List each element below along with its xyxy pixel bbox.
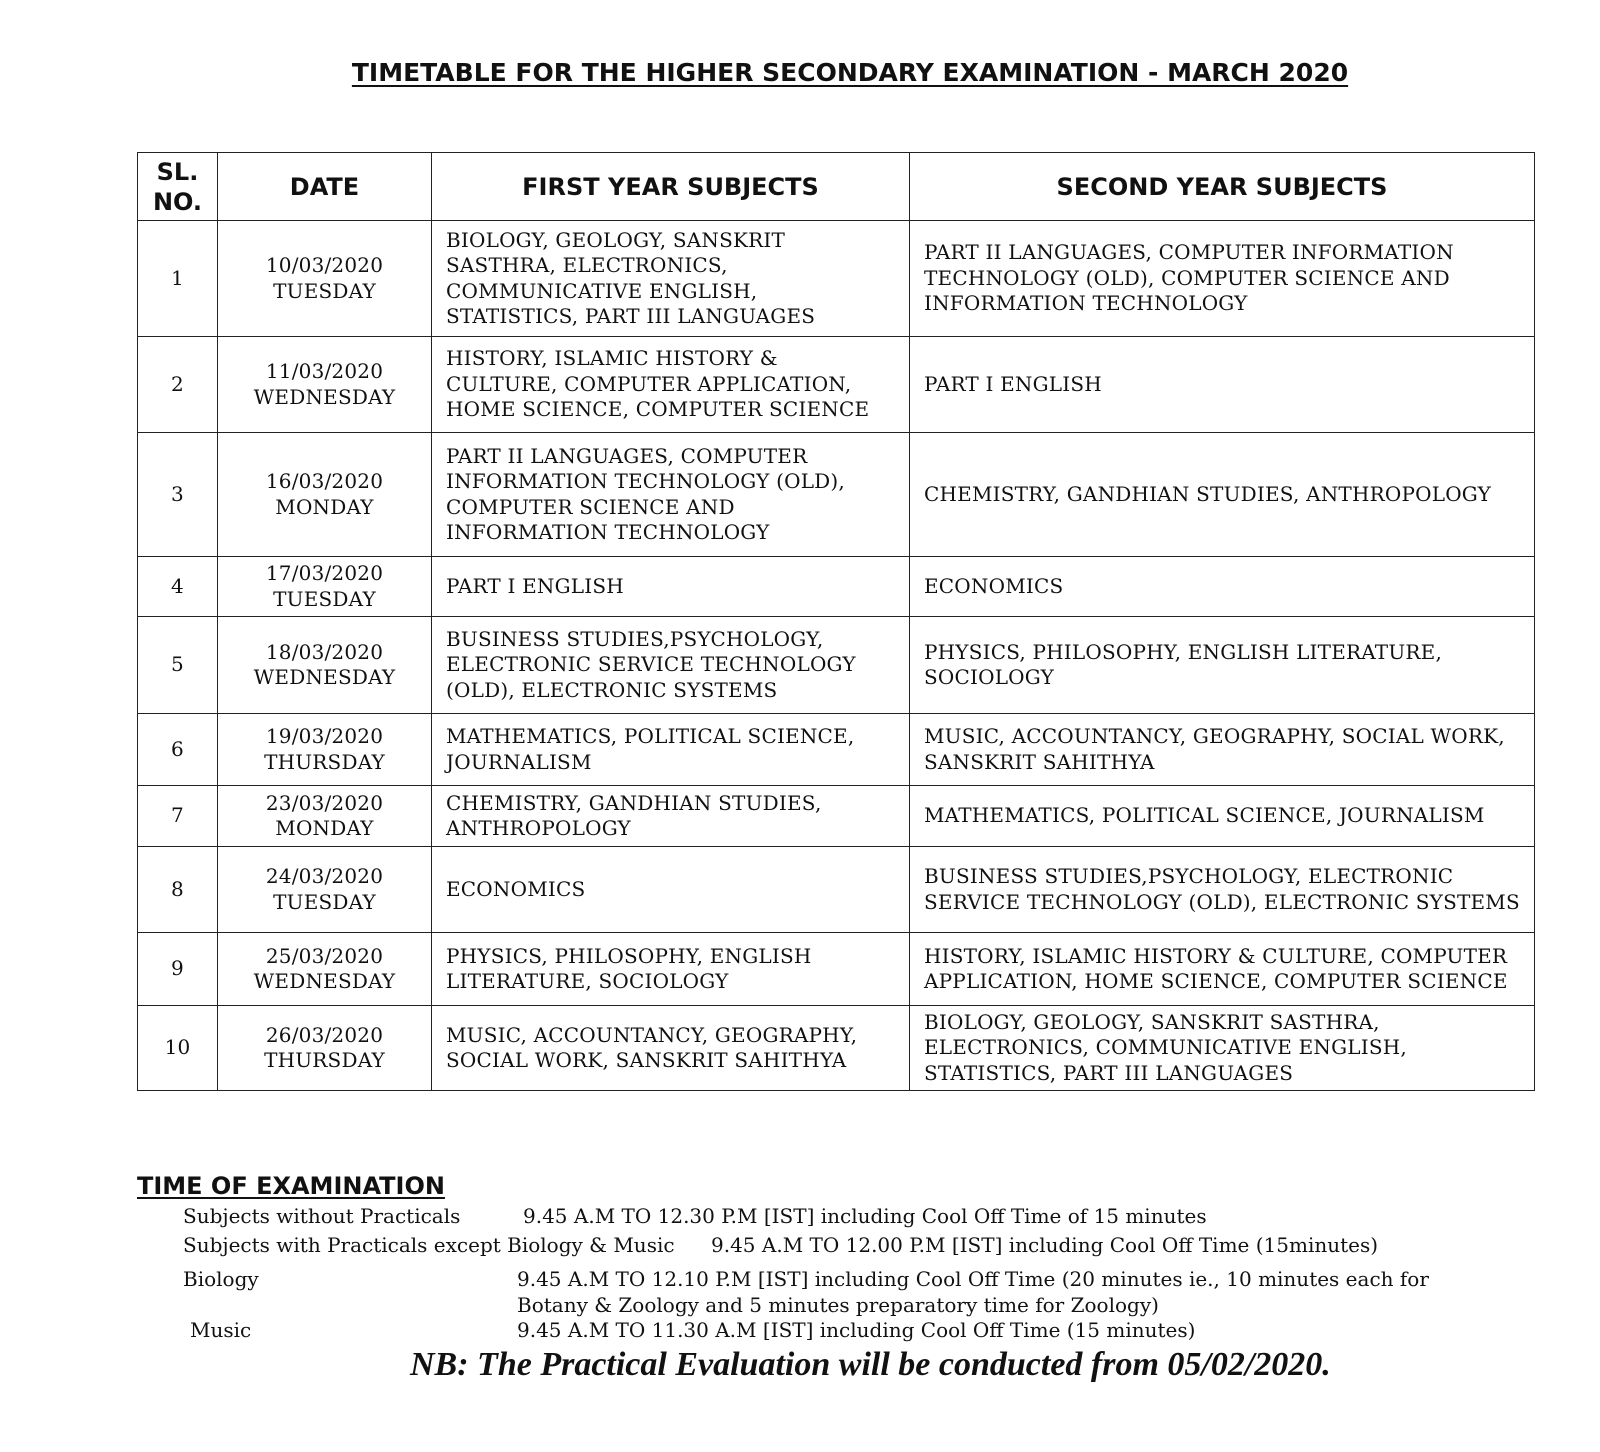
- without-practicals-time: 9.45 A.M TO 12.30 P.M [IST] including Cool Off Time of 15 minutes: [523, 1204, 1207, 1228]
- row-date-value: 23/03/2020: [265, 790, 384, 815]
- row-second-year-subjects: CHEMISTRY, GANDHIAN STUDIES, ANTHROPOLOGY: [910, 433, 1535, 557]
- row-date-value: 19/03/2020: [265, 724, 384, 748]
- row-sl-no: 2: [138, 337, 218, 433]
- table-row: [138, 933, 1535, 1006]
- row-first-year-subjects: MATHEMATICS, POLITICAL SCIENCE, JOURNALISM: [432, 714, 910, 786]
- biology-time-line2: Botany & Zoology and 5 minutes preparatory time for Zoology): [517, 1293, 1159, 1317]
- row-first-year-subjects: BUSINESS STUDIES,PSYCHOLOGY, ELECTRONIC SERVICE TECHNOLOGY (OLD), ELECTRONIC SYSTEMS: [432, 617, 910, 714]
- header-first-year: FIRST YEAR SUBJECTS: [432, 153, 910, 221]
- row-sl-no: 8: [138, 847, 218, 933]
- row-sl-no: 6: [138, 714, 218, 786]
- row-second-year-subjects: HISTORY, ISLAMIC HISTORY & CULTURE, COMPUTER APPLICATION, HOME SCIENCE, COMPUTER SCIENCE: [910, 933, 1535, 1006]
- row-date: [218, 617, 432, 714]
- table-body: [138, 221, 1535, 1091]
- table-row: [138, 337, 1535, 433]
- row-date: [218, 786, 432, 847]
- row-date-value: 11/03/2020: [265, 359, 384, 383]
- header-second-year: SECOND YEAR SUBJECTS: [910, 153, 1535, 221]
- row-first-year-subjects: BIOLOGY, GEOLOGY, SANSKRIT SASTHRA, ELECTRONICS, COMMUNICATIVE ENGLISH, STATISTICS, PART III LANGUAGES: [432, 221, 910, 337]
- row-date: [218, 1006, 432, 1091]
- table-row: [138, 786, 1535, 847]
- row-date: [218, 221, 432, 337]
- header-sl-no: SL. NO.: [138, 153, 218, 221]
- row-second-year-subjects: MATHEMATICS, POLITICAL SCIENCE, JOURNALISM: [910, 786, 1535, 847]
- biology-label: Biology: [183, 1267, 259, 1291]
- table-row: [138, 1006, 1535, 1091]
- row-day-value: TUESDAY: [273, 586, 376, 611]
- row-sl-no: 1: [138, 221, 218, 337]
- row-date-value: 24/03/2020: [265, 864, 384, 888]
- biology-time-line1: 9.45 A.M TO 12.10 P.M [IST] including Cool Off Time (20 minutes ie., 10 minutes each for: [517, 1267, 1429, 1291]
- row-date-value: 25/03/2020: [265, 943, 384, 968]
- row-sl-no: 3: [138, 433, 218, 557]
- row-sl-no: 9: [138, 933, 218, 1006]
- row-day-value: WEDNESDAY: [253, 665, 396, 689]
- table-row: [138, 433, 1535, 557]
- with-practicals-label: Subjects with Practicals except Biology & Music: [183, 1233, 675, 1257]
- row-first-year-subjects: PART II LANGUAGES, COMPUTER INFORMATION TECHNOLOGY (OLD), COMPUTER SCIENCE AND INFORMATION TECHNOLOGY: [432, 433, 910, 557]
- table-header-row: [138, 153, 1535, 221]
- row-day-value: MONDAY: [275, 494, 374, 519]
- row-sl-no: 10: [138, 1006, 218, 1091]
- table-row: [138, 617, 1535, 714]
- row-date: [218, 714, 432, 786]
- row-second-year-subjects: PART I ENGLISH: [910, 337, 1535, 433]
- row-second-year-subjects: PART II LANGUAGES, COMPUTER INFORMATION TECHNOLOGY (OLD), COMPUTER SCIENCE AND INFORMATION TECHNOLOGY: [910, 221, 1535, 337]
- table-row: [138, 847, 1535, 933]
- row-second-year-subjects: MUSIC, ACCOUNTANCY, GEOGRAPHY, SOCIAL WORK, SANSKRIT SAHITHYA: [910, 714, 1535, 786]
- row-date: [218, 433, 432, 557]
- table-row: [138, 557, 1535, 617]
- row-second-year-subjects: BUSINESS STUDIES,PSYCHOLOGY, ELECTRONIC SERVICE TECHNOLOGY (OLD), ELECTRONIC SYSTEMS: [910, 847, 1535, 933]
- row-second-year-subjects: BIOLOGY, GEOLOGY, SANSKRIT SASTHRA, ELECTRONICS, COMMUNICATIVE ENGLISH, STATISTICS, PART III LANGUAGES: [910, 1006, 1535, 1091]
- row-second-year-subjects: PHYSICS, PHILOSOPHY, ENGLISH LITERATURE, SOCIOLOGY: [910, 617, 1535, 714]
- row-second-year-subjects: ECONOMICS: [910, 557, 1535, 617]
- row-day-value: THURSDAY: [264, 749, 385, 774]
- row-day-value: WEDNESDAY: [253, 969, 396, 993]
- row-date: [218, 557, 432, 617]
- without-practicals-label: Subjects without Practicals: [183, 1204, 461, 1228]
- practical-evaluation-note: NB: The Practical Evaluation will be conducted from 05/02/2020.: [410, 1346, 1331, 1383]
- page-title: TIMETABLE FOR THE HIGHER SECONDARY EXAMINATION - MARCH 2020: [351, 58, 1349, 87]
- row-first-year-subjects: CHEMISTRY, GANDHIAN STUDIES, ANTHROPOLOGY: [432, 786, 910, 847]
- with-practicals-time: 9.45 A.M TO 12.00 P.M [IST] including Cool Off Time (15minutes): [711, 1233, 1379, 1257]
- row-day-value: WEDNESDAY: [253, 384, 396, 409]
- row-date: [218, 933, 432, 1006]
- time-of-examination-heading: TIME OF EXAMINATION: [137, 1172, 445, 1200]
- timetable: [137, 152, 1535, 1091]
- music-label: Music: [190, 1318, 252, 1342]
- row-day-value: TUESDAY: [273, 889, 376, 914]
- row-sl-no: 4: [138, 557, 218, 617]
- row-date-value: 26/03/2020: [265, 1022, 384, 1047]
- row-date-value: 18/03/2020: [265, 639, 384, 664]
- row-first-year-subjects: MUSIC, ACCOUNTANCY, GEOGRAPHY, SOCIAL WORK, SANSKRIT SAHITHYA: [432, 1006, 910, 1091]
- row-date: [218, 847, 432, 933]
- row-day-value: THURSDAY: [264, 1048, 385, 1072]
- row-day-value: TUESDAY: [273, 278, 376, 303]
- row-day-value: MONDAY: [275, 816, 374, 840]
- row-date-value: 17/03/2020: [265, 561, 384, 585]
- row-date-value: 10/03/2020: [265, 253, 384, 277]
- table-row: [138, 714, 1535, 786]
- music-time: 9.45 A.M TO 11.30 A.M [IST] including Cool Off Time (15 minutes): [517, 1318, 1196, 1342]
- row-first-year-subjects: PHYSICS, PHILOSOPHY, ENGLISH LITERATURE, SOCIOLOGY: [432, 933, 910, 1006]
- row-first-year-subjects: ECONOMICS: [432, 847, 910, 933]
- row-date-value: 16/03/2020: [265, 469, 384, 493]
- table-row: [138, 221, 1535, 337]
- row-sl-no: 5: [138, 617, 218, 714]
- row-first-year-subjects: HISTORY, ISLAMIC HISTORY & CULTURE, COMPUTER APPLICATION, HOME SCIENCE, COMPUTER SCIENCE: [432, 337, 910, 433]
- row-date: [218, 337, 432, 433]
- row-first-year-subjects: PART I ENGLISH: [432, 557, 910, 617]
- header-date: DATE: [218, 153, 432, 221]
- row-sl-no: 7: [138, 786, 218, 847]
